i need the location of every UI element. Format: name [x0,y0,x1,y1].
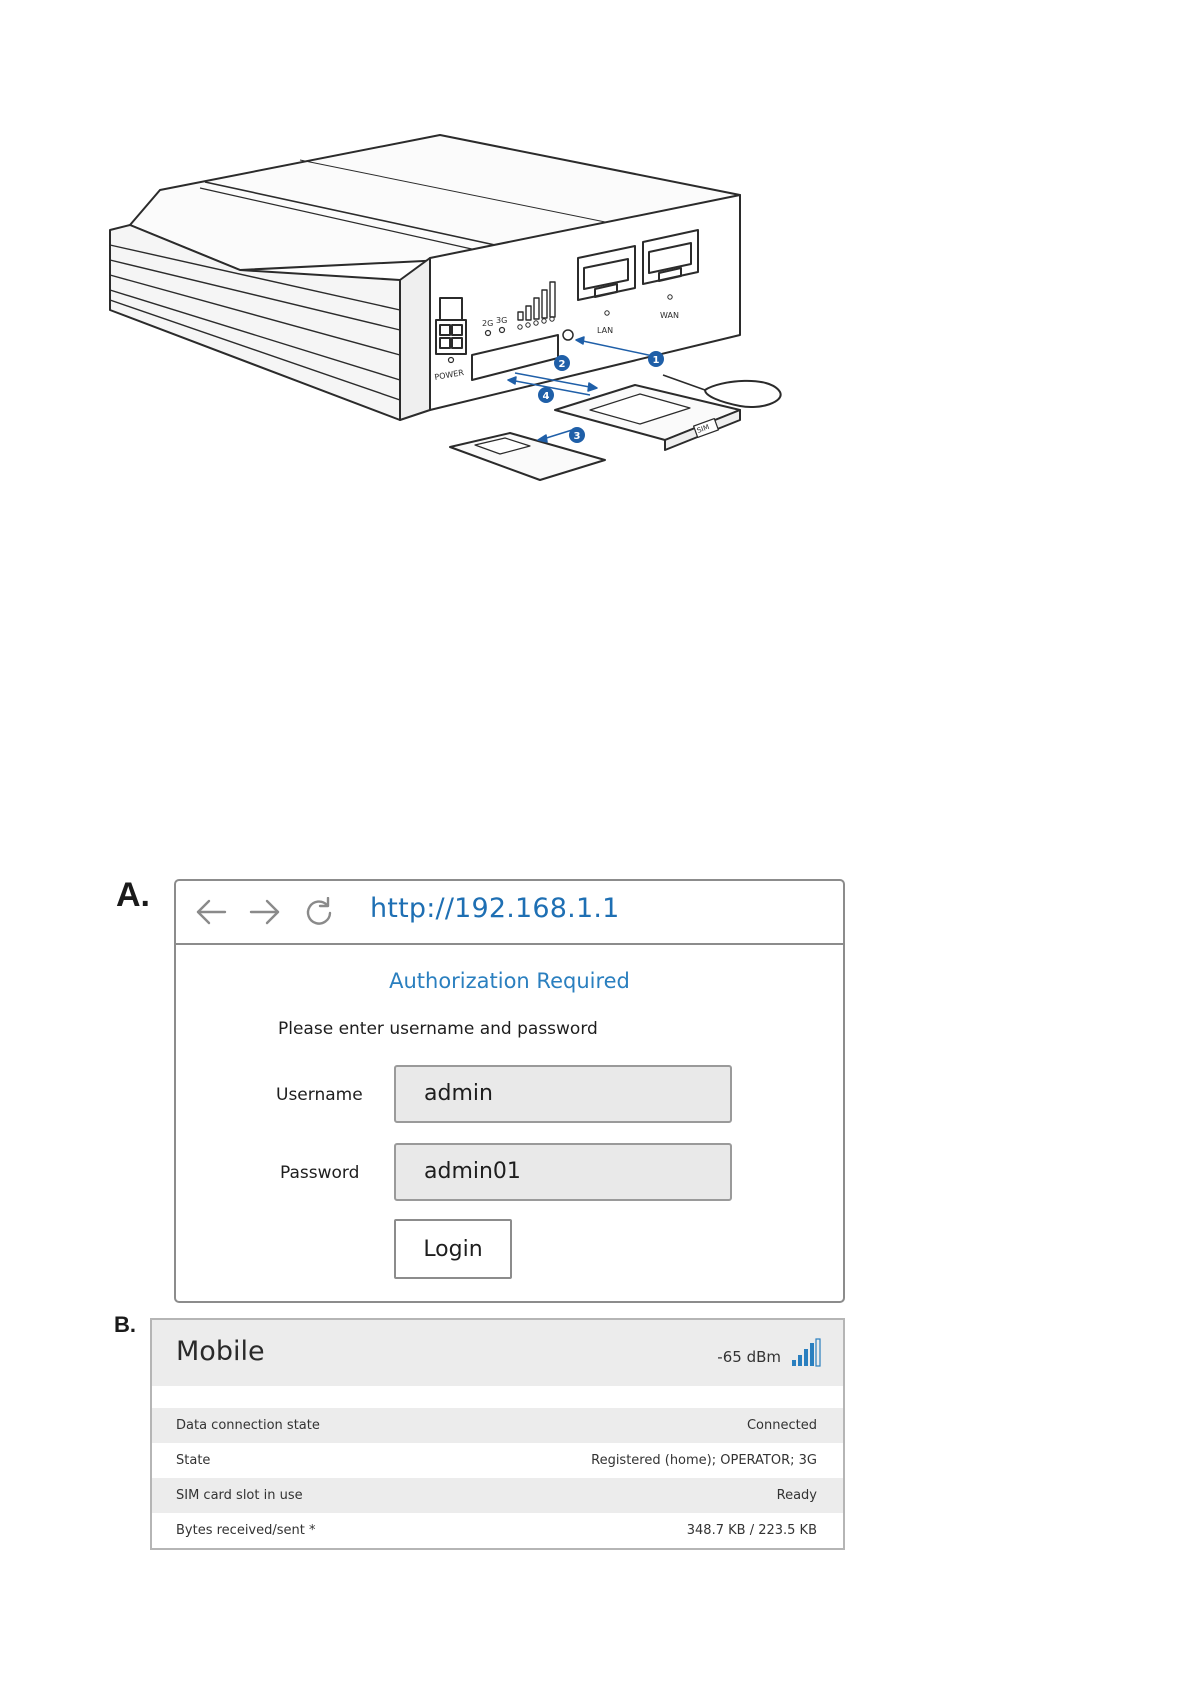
step-marker-3-text: 3 [573,431,581,442]
section-a-label: A. [116,876,150,914]
password-label: Password [280,1163,360,1183]
username-label: Username [276,1085,363,1105]
step-marker-2-text: 2 [558,359,566,370]
auth-prompt: Please enter username and password [278,1019,598,1039]
info-key: SIM card slot in use [176,1488,303,1503]
browser-window [174,879,845,1303]
auth-title: Authorization Required [389,969,630,993]
mobile-title: Mobile [176,1336,265,1367]
info-key: Data connection state [176,1418,320,1433]
info-row [152,1478,843,1513]
info-value: 348.7 KB / 223.5 KB [686,1523,817,1538]
forward-arrow-icon[interactable] [248,895,282,929]
signal-strength-text: -65 dBm [717,1348,781,1366]
reload-icon[interactable] [302,895,336,929]
info-row [152,1513,843,1548]
info-value: Connected [746,1418,817,1433]
power-connector [436,298,466,363]
power-label: POWER [433,367,465,382]
signal-bars-icon [791,1338,821,1372]
section-b-label: B. [114,1312,136,1337]
login-button[interactable]: Login [394,1219,512,1279]
address-bar [176,881,843,945]
info-value: Registered (home); OPERATOR; 3G [591,1453,817,1468]
sim-label: SIM [695,423,711,435]
2g-label: 2G [482,319,494,328]
step-marker-1-text: 1 [652,355,660,366]
lan-label: LAN [597,326,614,335]
password-field[interactable]: admin01 [394,1143,732,1201]
mobile-status-panel [150,1318,845,1550]
username-field[interactable]: admin [394,1065,732,1123]
url-text[interactable]: http://192.168.1.1 [370,893,620,924]
router-illustration [100,130,860,530]
info-key: Bytes received/sent * [176,1523,316,1538]
info-key: State [176,1453,211,1468]
mobile-header [152,1320,843,1386]
wan-label: WAN [660,311,679,320]
3g-label: 3G [496,316,508,325]
step-marker-4-text: 4 [542,391,550,402]
back-arrow-icon[interactable] [194,895,228,929]
info-row [152,1408,843,1443]
info-row [152,1443,843,1478]
info-value: Ready [776,1488,817,1503]
